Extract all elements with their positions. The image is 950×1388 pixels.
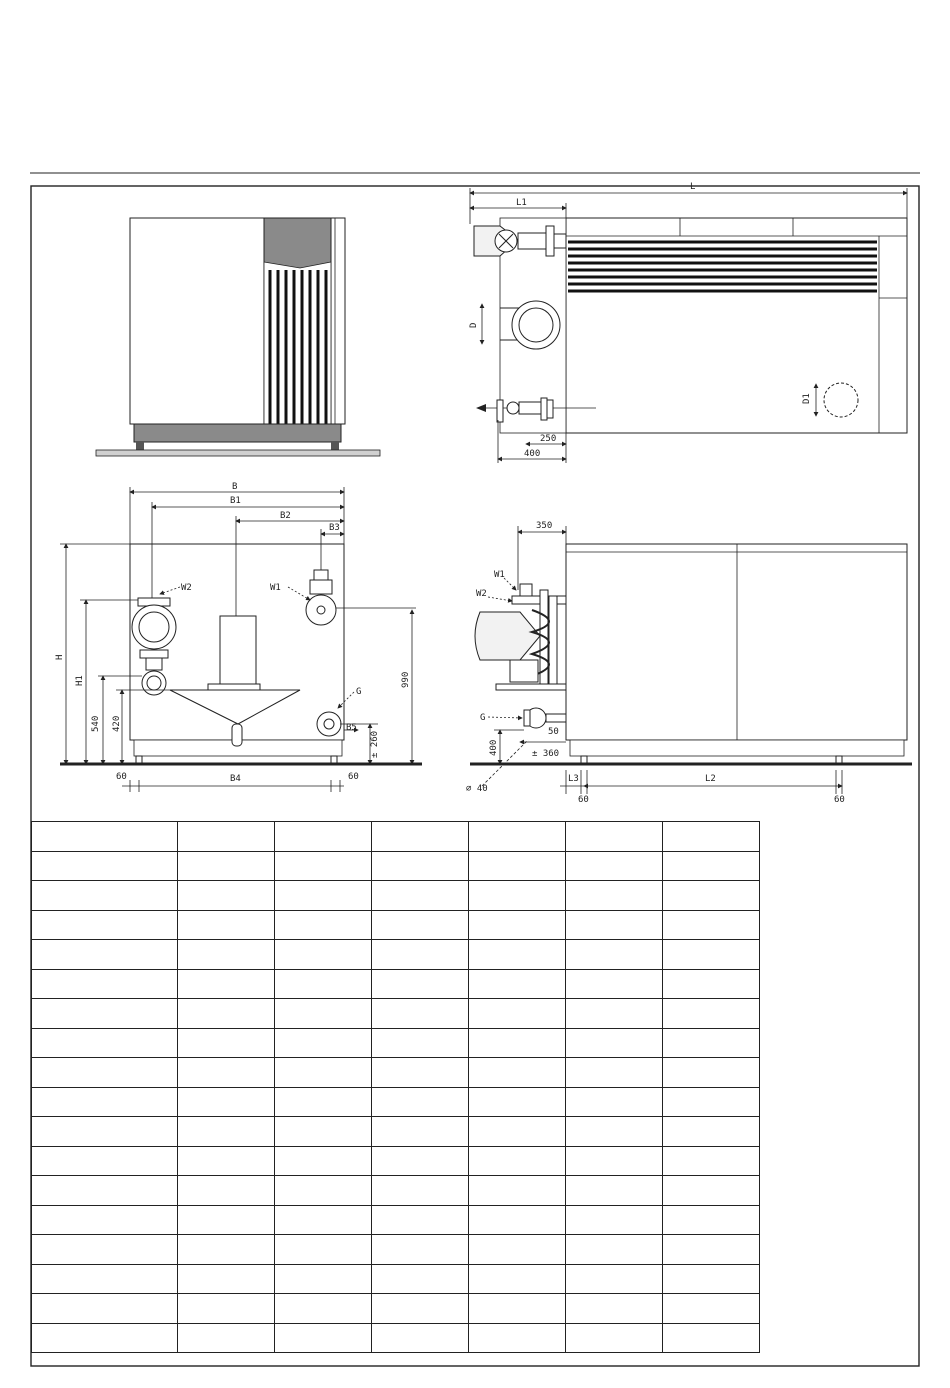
label-w2-rear: W2 [181,583,192,593]
table-cell [372,1146,469,1176]
table-row [32,1176,760,1206]
front-base [134,424,341,442]
table-cell [663,1176,760,1206]
table-cell [372,1087,469,1117]
dim-360: ± 360 [532,749,560,759]
table-row [32,1146,760,1176]
table-cell [469,1176,566,1206]
table-cell [469,1087,566,1117]
dim-60-left: 60 [116,772,127,782]
specification-table [31,821,760,1353]
table-row [32,1235,760,1265]
table-cell [566,910,663,940]
table-cell [372,1323,469,1353]
table-cell [275,881,372,911]
table-row [32,969,760,999]
table-cell [178,1117,275,1147]
table-cell [663,940,760,970]
table-cell [663,1235,760,1265]
table-cell [178,1264,275,1294]
table-cell [32,1264,178,1294]
table-cell [275,822,372,852]
dim-B1: B1 [230,496,241,506]
table-cell [32,851,178,881]
table-cell [275,1028,372,1058]
table-cell [275,910,372,940]
table-cell [372,1176,469,1206]
table-cell [178,1087,275,1117]
dim-60-side-left: 60 [578,795,589,805]
table-cell [32,1146,178,1176]
table-cell [178,910,275,940]
dim-phi40: ∅ 40 [466,784,488,794]
table-cell [372,999,469,1029]
table-cell [32,969,178,999]
table-row [32,1264,760,1294]
dim-50: 50 [548,727,559,737]
table-cell [32,1176,178,1206]
table-cell [32,1235,178,1265]
table-cell [32,1028,178,1058]
table-cell [275,1205,372,1235]
table-row [32,1294,760,1324]
table-cell [32,910,178,940]
table-cell [178,1146,275,1176]
dim-540: 540 [91,715,101,732]
side-view [470,544,912,764]
table-cell [566,822,663,852]
dim-400-side: 400 [489,739,499,756]
table-cell [469,969,566,999]
table-cell [566,1205,663,1235]
table-cell [663,1146,760,1176]
table-row [32,1323,760,1353]
table-cell [566,1058,663,1088]
table-cell [178,940,275,970]
table-cell [32,1205,178,1235]
table-cell [469,881,566,911]
table-row [32,851,760,881]
table-cell [663,851,760,881]
table-cell [178,1205,275,1235]
table-cell [566,1146,663,1176]
table-cell [275,940,372,970]
table-row [32,999,760,1029]
front-view [96,218,380,456]
table-cell [372,910,469,940]
table-cell [663,999,760,1029]
table-cell [469,1264,566,1294]
table-cell [469,1117,566,1147]
table-cell [663,822,760,852]
dim-L: L [690,182,696,192]
table-cell [275,1087,372,1117]
table-cell [275,1323,372,1353]
table-row [32,1028,760,1058]
table-cell [32,881,178,911]
table-cell [663,1087,760,1117]
dim-B5: B5 [346,723,357,733]
table-cell [372,1264,469,1294]
dim-B2: B2 [280,511,291,521]
table-cell [178,1028,275,1058]
table-cell [663,881,760,911]
table-cell [372,1058,469,1088]
table-cell [663,1117,760,1147]
table-cell [566,969,663,999]
table-cell [275,1176,372,1206]
table-cell [275,999,372,1029]
table-cell [32,1087,178,1117]
table-cell [566,881,663,911]
dim-H1: H1 [75,675,85,686]
table-cell [372,822,469,852]
table-row [32,1058,760,1088]
table-cell [275,1294,372,1324]
table-cell [469,1323,566,1353]
table-cell [32,1058,178,1088]
table-cell [663,1028,760,1058]
table-cell [469,999,566,1029]
table-cell [275,1235,372,1265]
table-cell [566,1264,663,1294]
table-cell [178,999,275,1029]
table-cell [469,1058,566,1088]
table-row [32,822,760,852]
table-cell [566,1028,663,1058]
table-cell [663,1058,760,1088]
table-cell [469,1205,566,1235]
dim-250: 250 [540,434,557,444]
table-cell [178,1323,275,1353]
table-cell [566,1294,663,1324]
label-w1-side: W1 [494,570,505,580]
table-cell [372,1294,469,1324]
table-cell [372,1205,469,1235]
dim-D: D [469,322,479,328]
table-cell [566,1117,663,1147]
table-cell [566,1235,663,1265]
table-cell [32,1323,178,1353]
dim-350: 350 [536,521,553,531]
table-cell [275,1146,372,1176]
table-cell [32,1117,178,1147]
table-cell [372,851,469,881]
table-cell [178,1176,275,1206]
table-row [32,1205,760,1235]
table-cell [566,940,663,970]
dim-60-side-right: 60 [834,795,845,805]
table-cell [275,969,372,999]
table-cell [566,1087,663,1117]
table-cell [566,1323,663,1353]
table-cell [663,969,760,999]
table-cell [178,1235,275,1265]
label-w2-side: W2 [476,589,487,599]
dim-B4: B4 [230,774,241,784]
table-cell [178,822,275,852]
dim-990: 990 [401,671,411,688]
table-cell [663,1264,760,1294]
top-view [474,218,907,433]
table-cell [469,1146,566,1176]
table-cell [275,851,372,881]
label-g-rear: G [356,687,362,697]
table-cell [178,881,275,911]
dim-H: H [55,654,65,660]
table-cell [663,910,760,940]
table-cell [372,1028,469,1058]
table-cell [32,999,178,1029]
table-cell [566,851,663,881]
label-g-side: G [480,713,486,723]
table-cell [275,1264,372,1294]
table-cell [32,822,178,852]
table-cell [663,1205,760,1235]
table-cell [469,1294,566,1324]
dim-L1: L1 [516,198,527,208]
table-cell [178,851,275,881]
table-cell [469,910,566,940]
table-row [32,1087,760,1117]
table-cell [372,969,469,999]
table-cell [32,940,178,970]
table-cell [178,1058,275,1088]
table-cell [469,822,566,852]
table-cell [469,940,566,970]
table-cell [372,940,469,970]
table-cell [469,851,566,881]
table-cell [469,1235,566,1265]
dim-400: 400 [524,449,541,459]
table-cell [275,1117,372,1147]
label-w1-rear: W1 [270,583,281,593]
table-row [32,881,760,911]
dim-D1: D1 [802,393,812,404]
table-cell [32,1294,178,1324]
table-row [32,1117,760,1147]
table-row [32,940,760,970]
dim-B: B [232,482,238,492]
dim-B3: B3 [329,523,340,533]
dim-L2: L2 [705,774,716,784]
table-cell [178,969,275,999]
table-cell [372,881,469,911]
table-cell [663,1294,760,1324]
table-cell [663,1323,760,1353]
dim-420: 420 [112,715,122,732]
table-cell [372,1235,469,1265]
table-row [32,910,760,940]
table-cell [469,1028,566,1058]
dim-260: ± 260 [370,730,380,758]
table-cell [566,999,663,1029]
table-cell [372,1117,469,1147]
floor-slab [96,450,380,456]
table-cell [566,1176,663,1206]
table-cell [275,1058,372,1088]
dim-60-right: 60 [348,772,359,782]
dim-L3: L3 [568,774,579,784]
table-cell [178,1294,275,1324]
